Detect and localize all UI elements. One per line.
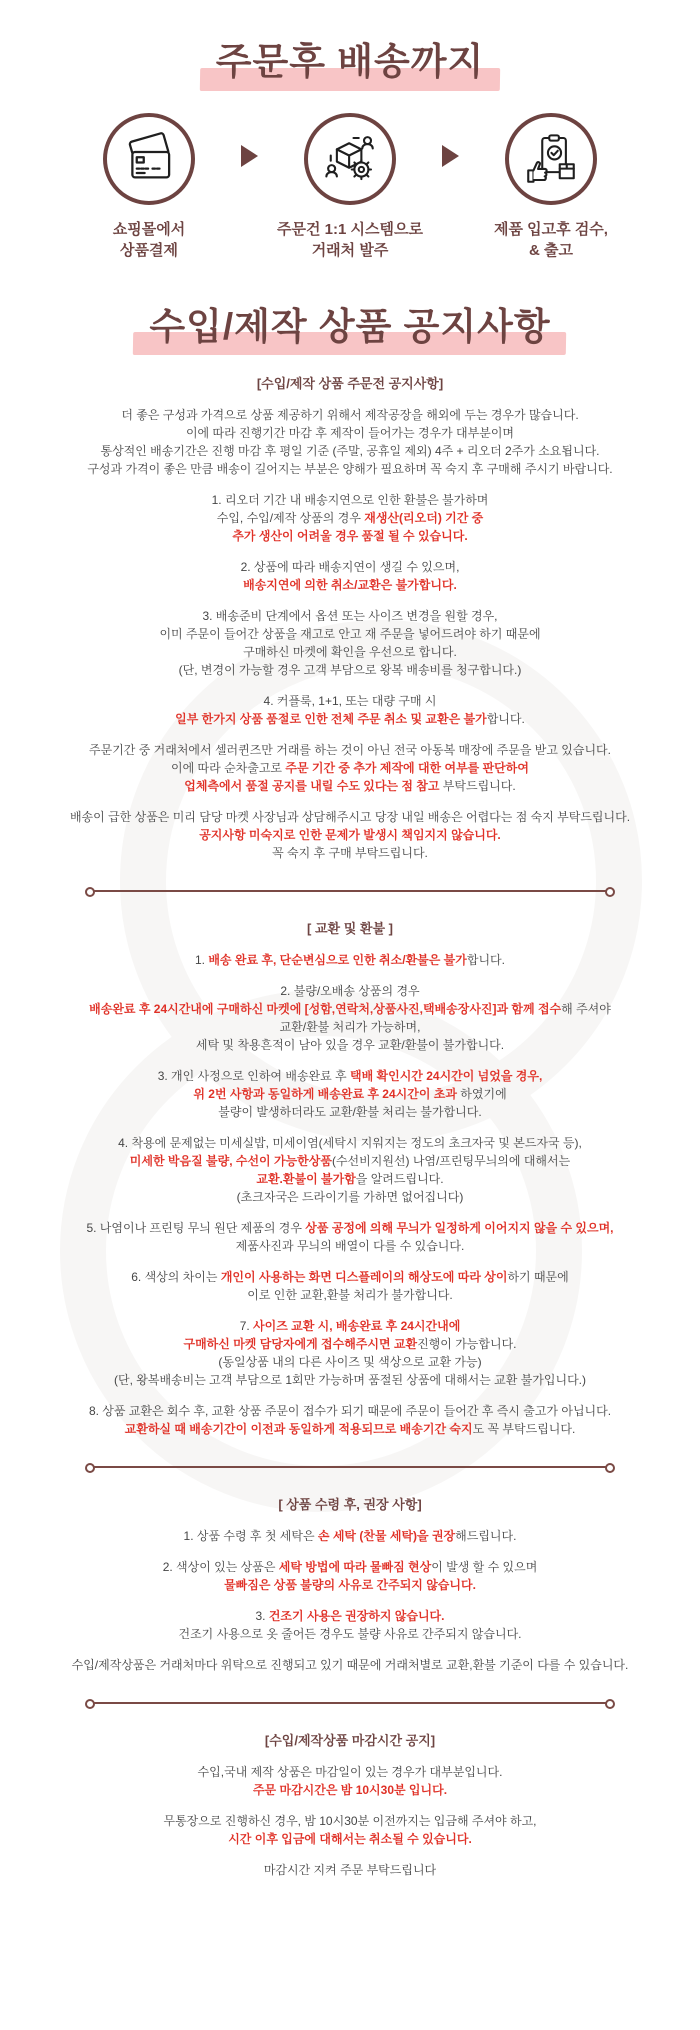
notice-section [0, 920, 700, 1438]
text-block [0, 1558, 700, 1594]
text-line: 건조기 사용으로 옷 줄어든 경우도 불량 사유로 간주되지 않습니다. [178, 1627, 522, 1642]
text-block [0, 1219, 700, 1255]
text-line: 2. 불량/오배송 상품의 경우 [280, 984, 420, 999]
order-system-icon [304, 113, 396, 205]
arrow-right-icon [241, 145, 258, 167]
text-line: (초크자국은 드라이기를 가하면 없어집니다) [236, 1190, 464, 1205]
text-line: 교환하실 때 배송기간이 이전과 동일하게 적용되므로 배송기간 숙지도 꼭 부탁드립니다. [124, 1422, 576, 1437]
text-line: 이로 인한 교환,환불 처리가 불가합니다. [247, 1288, 453, 1303]
text-block [0, 982, 700, 1054]
text-line: 구매하신 마켓에 확인을 우선으로 합니다. [243, 645, 457, 660]
section-heading: [수입/제작 상품 주문전 공지사항] [256, 376, 444, 392]
step-label: 쇼핑몰에서 상품결제 [112, 220, 186, 259]
text-line: 6. 색상의 차이는 개인이 사용하는 화면 디스플레이의 해상도에 따라 상이하기 때문에 [131, 1270, 569, 1285]
text-line: 2. 상품에 따라 배송지연이 생길 수 있으며, [240, 560, 460, 575]
step-label: 제품 입고후 검수, & 출고 [494, 220, 608, 259]
text-line: 구성과 가격이 좋은 만큼 배송이 길어지는 부분은 양해가 필요하며 꼭 숙지 후 구매해 주시기 바랍니다. [87, 462, 613, 477]
text-line: 2. 색상이 있는 상품은 세탁 방법에 따라 물빠짐 현상이 발생 할 수 있으며 [162, 1560, 538, 1575]
process-step [465, 113, 637, 261]
text-line: 3. 개인 사정으로 인하여 배송완료 후 택배 확인시간 24시간이 넘었을 경우, [157, 1069, 543, 1084]
order-process-steps [0, 113, 700, 261]
text-block [0, 491, 700, 545]
text-block [0, 1763, 700, 1799]
text-block [0, 1656, 700, 1674]
text-line: 불량이 발생하더라도 교환/환불 처리는 불가합니다. [218, 1105, 482, 1120]
text-line: 3. 건조기 사용은 권장하지 않습니다. [255, 1609, 445, 1624]
text-line: 교환.환불이 불가함을 알려드립니다. [256, 1172, 444, 1187]
text-line: 일부 한가지 상품 품절로 인한 전체 주문 취소 및 교환은 불가합니다. [175, 712, 525, 727]
text-block [0, 1527, 700, 1545]
notice-section [0, 375, 700, 862]
text-line: 교환/환불 처리가 가능하며, [279, 1020, 421, 1035]
text-line: (단, 왕복배송비는 고객 부담으로 1회만 가능하며 품절된 상품에 대해서는 교환 불가입니다.) [114, 1373, 586, 1388]
text-line: 무통장으로 진행하신 경우, 밤 10시30분 이전까지는 입금해 주셔야 하고, [163, 1814, 537, 1829]
text-line: 구매하신 마켓 담당자에게 접수해주시면 교환진행이 가능합니다. [183, 1337, 517, 1352]
credit-card-icon [103, 113, 195, 205]
text-line: 이에 따라 순차출고로 주문 기간 중 추가 제작에 대한 여부를 판단하여 [171, 761, 529, 776]
text-line: 시간 이후 입금에 대해서는 취소될 수 있습니다. [228, 1832, 472, 1847]
text-line: 물빠짐은 상품 불량의 사유로 간주되지 않습니다. [224, 1578, 476, 1593]
section-heading: [ 상품 수령 후, 권장 사항] [278, 1497, 422, 1513]
text-line: 배송완료 후 24시간내에 구매하신 마켓에 [성함,연락처,상품사진,택배송장사진]과 함께 접수해 주셔야 [89, 1002, 611, 1017]
text-line: 주문 마감시간은 밤 10시30분 입니다. [252, 1783, 448, 1798]
text-block [0, 1402, 700, 1438]
text-line: (동일상품 내의 다른 사이즈 및 색상으로 교환 가능) [218, 1355, 482, 1370]
text-line: 미세한 박음질 불량, 수선이 가능한상품(수선비지원선) 나염/프린팅무늬의에 대해서는 [129, 1154, 571, 1169]
text-block [0, 1607, 700, 1643]
text-line: 1. 배송 완료 후, 단순변심으로 인한 취소/환불은 불가합니다. [195, 953, 505, 968]
arrow-right-icon [442, 145, 459, 167]
notice-sections [0, 375, 700, 1879]
text-block [0, 1268, 700, 1304]
text-block [0, 607, 700, 679]
section-divider [85, 1462, 615, 1472]
section-divider [85, 886, 615, 896]
text-line: 공지사항 미숙지로 인한 문제가 발생시 책임지지 않습니다. [199, 828, 501, 843]
text-line: 7. 사이즈 교환 시, 배송완료 후 24시간내에 [239, 1319, 461, 1334]
text-line: 이미 주문이 들어간 상품을 재고로 안고 재 주문을 넣어드려야 하기 때문에 [159, 627, 541, 642]
text-line: 4. 커플룩, 1+1, 또는 대량 구매 시 [263, 694, 437, 709]
page-title [0, 0, 700, 83]
text-line: 배송지연에 의한 취소/교환은 불가합니다. [243, 578, 457, 593]
text-block [0, 951, 700, 969]
inspect-ship-icon [505, 113, 597, 205]
text-line: 꼭 숙지 후 구매 부탁드립니다. [272, 846, 428, 861]
text-block [0, 692, 700, 728]
text-line: 이에 따라 진행기간 마감 후 제작이 들어가는 경우가 대부분이며 [185, 426, 515, 441]
text-line: 업체측에서 품절 공지를 내릴 수도 있다는 점 참고 부탁드립니다. [184, 779, 516, 794]
text-line: 주문기간 중 거래처에서 셀러퀸즈만 거래를 하는 것이 아닌 전국 아동복 매장에 주문을 받고 있습니다. [89, 743, 611, 758]
text-line: 마감시간 지켜 주문 부탁드립니다 [263, 1863, 437, 1878]
text-line: 제품사진과 무늬의 배열이 다를 수 있습니다. [235, 1239, 465, 1254]
text-line: 수입/제작상품은 거래처마다 위탁으로 진행되고 있기 때문에 거래처별로 교환,환불 기준이 다를 수 있습니다. [71, 1658, 629, 1673]
text-line: 더 좋은 구성과 가격으로 상품 제공하기 위해서 제작공장을 해외에 두는 경우가 많습니다. [121, 408, 579, 423]
text-line: 세탁 및 착용흔적이 남아 있을 경우 교환/환불이 불가합니다. [195, 1038, 505, 1053]
process-step [264, 113, 436, 261]
text-line: 1. 리오더 기간 내 배송지연으로 인한 환불은 불가하며 [211, 493, 489, 508]
notice-section [0, 1732, 700, 1879]
text-block [0, 1812, 700, 1848]
section-divider [85, 1698, 615, 1708]
step-label: 주문건 1:1 시스템으로 거래처 발주 [277, 220, 423, 259]
section-heading: [ 교환 및 환불 ] [307, 921, 393, 937]
process-step [63, 113, 235, 261]
text-line: (단, 변경이 가능할 경우 고객 부담으로 왕복 배송비를 청구합니다.) [178, 663, 522, 678]
section-heading: [수입/제작상품 마감시간 공지] [264, 1733, 436, 1749]
text-block [0, 1067, 700, 1121]
text-block [0, 1317, 700, 1389]
text-line: 배송이 급한 상품은 미리 담당 마켓 사장님과 상담해주시고 당장 내일 배송은 어렵다는 점 숙지 부탁드립니다. [69, 810, 631, 825]
text-line: 1. 상품 수령 후 첫 세탁은 손 세탁 (찬물 세탁)을 권장해드립니다. [183, 1529, 517, 1544]
text-line: 추가 생산이 어려울 경우 품절 될 수 있습니다. [232, 529, 468, 544]
text-line: 8. 상품 교환은 회수 후, 교환 상품 주문이 접수가 되기 때문에 주문이 들어간 후 즉시 출고가 아닙니다. [88, 1404, 612, 1419]
text-block [0, 558, 700, 594]
notice-title-text: 수입/제작 상품 공지사항 [149, 305, 551, 347]
text-block [0, 406, 700, 478]
text-line: 5. 나염이나 프린팅 무늬 원단 제품의 경우 상품 공정에 의해 무늬가 일정하게 이어지지 않을 수 있으며, [86, 1221, 614, 1236]
text-line: 통상적인 배송기간은 진행 마감 후 평일 기준 (주말, 공휴일 제외) 4주 + 리오더 2주가 소요됩니다. [100, 444, 600, 459]
text-line: 4. 착용에 문제없는 미세실밥, 미세이염(세탁시 지워지는 정도의 초크자국 및 본드자국 등), [118, 1136, 582, 1151]
notice-title [0, 261, 700, 348]
text-line: 수입,국내 제작 상품은 마감일이 있는 경우가 대부분입니다. [197, 1765, 503, 1780]
page-title-text: 주문후 배송까지 [215, 41, 485, 82]
text-line: 3. 배송준비 단계에서 옵션 또는 사이즈 변경을 원할 경우, [202, 609, 498, 624]
text-block [0, 1861, 700, 1879]
text-block [0, 741, 700, 795]
text-line: 위 2번 사항과 동일하게 배송완료 후 24시간이 초과 하였기에 [193, 1087, 507, 1102]
text-block [0, 1134, 700, 1206]
text-block [0, 808, 700, 862]
text-line: 수입, 수입/제작 상품의 경우 재생산(리오더) 기간 중 [216, 511, 484, 526]
notice-section [0, 1496, 700, 1674]
